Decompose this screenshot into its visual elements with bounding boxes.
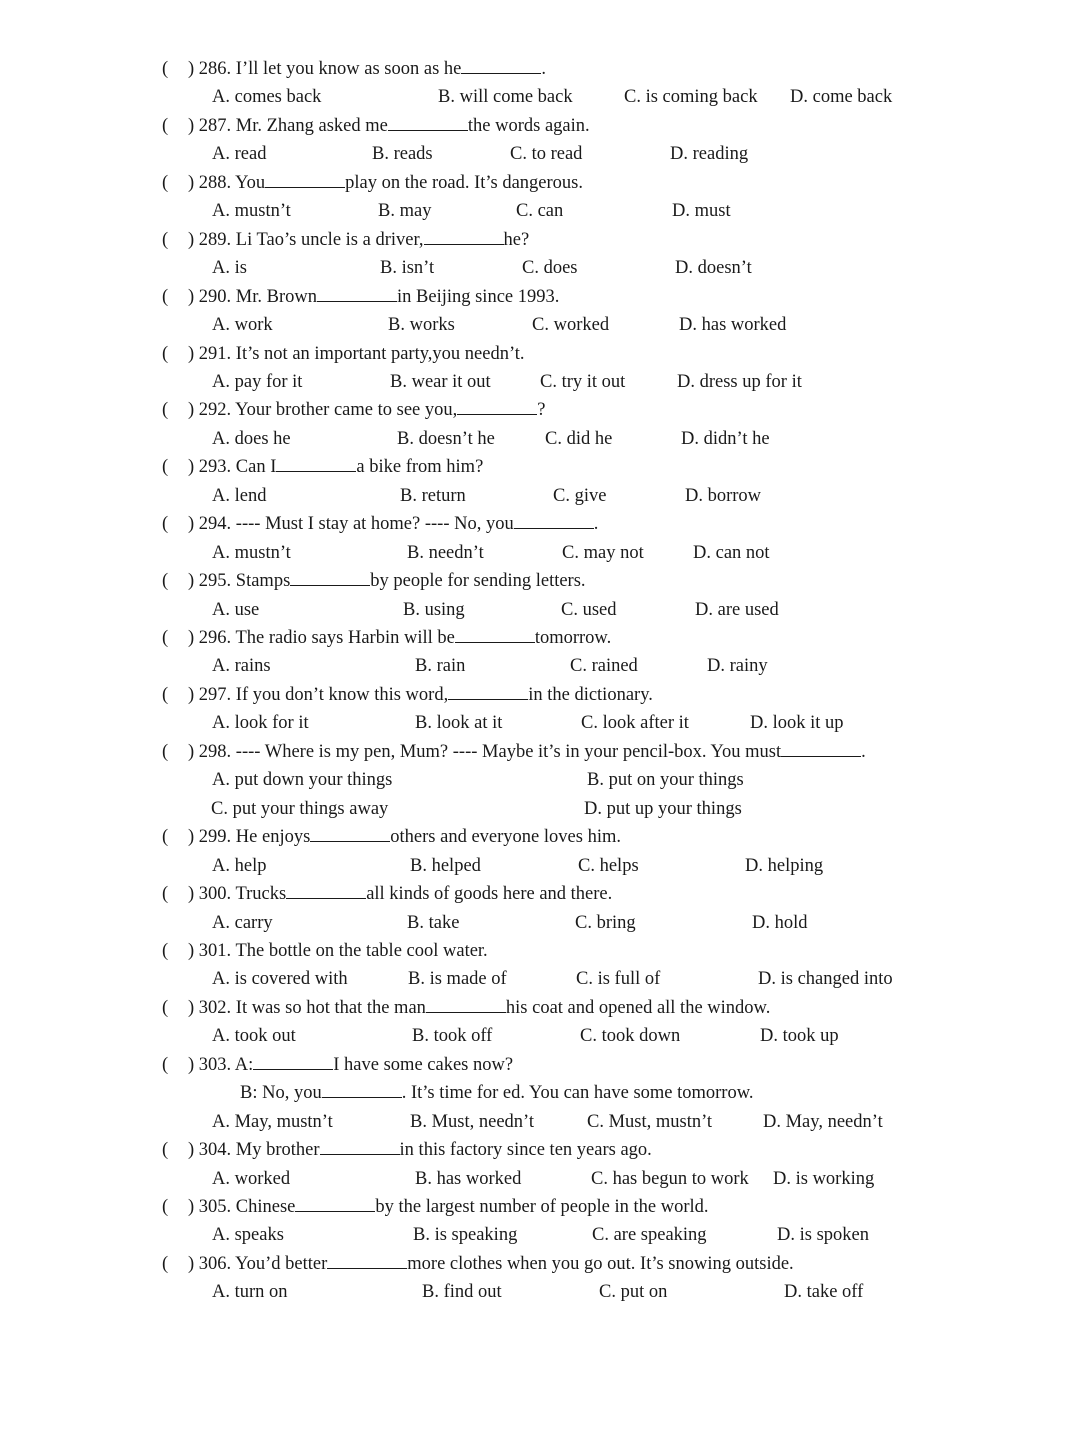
option-d[interactable]: D. must — [672, 201, 731, 222]
answer-blank — [455, 625, 535, 643]
answer-blank — [253, 1052, 333, 1070]
option-b[interactable]: B. needn’t — [407, 542, 484, 563]
option-c[interactable]: C. worked — [532, 315, 610, 336]
stem-text: by the largest number of people in the world. — [375, 1197, 709, 1217]
answer-blank — [327, 1251, 407, 1269]
question-286-options — [0, 83, 1080, 111]
stem-text: If you don’t know this word, — [235, 684, 449, 705]
stem-text: Mr. Zhang asked me — [235, 115, 388, 136]
answer-parentheses: ( — [162, 514, 169, 535]
question-298 — [0, 738, 1080, 766]
question-stem — [188, 169, 583, 197]
question-number: ) 292. — [188, 400, 236, 421]
question-number: ) 299. — [188, 827, 236, 848]
answer-parentheses: ( — [162, 1054, 169, 1075]
question-297 — [0, 681, 1080, 709]
question-number: ) 306. — [188, 1253, 236, 1274]
answer-parentheses: ( — [162, 684, 169, 705]
question-number: ) 291. — [188, 343, 236, 364]
answer-blank — [317, 284, 397, 302]
question-stem — [188, 1250, 794, 1278]
question-304-options — [0, 1165, 1080, 1193]
option-b[interactable]: B. look at it — [415, 713, 503, 734]
answer-parentheses: ( — [162, 884, 169, 905]
option-a[interactable]: A. lend — [212, 485, 267, 506]
option-a[interactable]: A. is covered with — [212, 969, 348, 990]
question-300-options — [0, 909, 1080, 937]
question-294-options — [0, 539, 1080, 567]
option-c[interactable]: C. helps — [578, 855, 639, 876]
option-b[interactable]: B. is made of — [408, 969, 507, 990]
answer-parentheses: ( — [162, 741, 169, 762]
option-c[interactable]: C. to read — [510, 144, 583, 165]
question-number: ) 287. — [188, 115, 236, 136]
stem-text: the words again. — [467, 115, 590, 136]
option-c[interactable]: C. is full of — [576, 969, 661, 990]
question-number: ) 301. — [188, 940, 236, 961]
stem-text: . It’s time for ed. You can have some tomorrow. — [401, 1083, 754, 1104]
question-303-reply — [0, 1079, 1080, 1107]
question-stem — [188, 396, 545, 424]
question-299-options — [0, 852, 1080, 880]
option-c[interactable]: C. has begun to work — [591, 1168, 749, 1189]
question-stem — [188, 112, 590, 140]
question-number: ) 305. — [188, 1197, 236, 1217]
stem-text: It was so hot that the man — [235, 997, 426, 1018]
answer-blank — [265, 170, 345, 188]
stem-text: in this factory since ten years ago. — [399, 1140, 652, 1161]
option-c[interactable]: C. look after it — [581, 713, 689, 734]
question-number: ) 293. — [188, 457, 236, 478]
question-287 — [0, 112, 1080, 140]
question-number: ) 303. — [188, 1054, 235, 1075]
option-d[interactable]: D. is working — [773, 1168, 875, 1189]
option-b[interactable]: B. rain — [415, 656, 466, 677]
stem-text: play on the road. It’s dangerous. — [345, 172, 583, 193]
option-d[interactable]: D. borrow — [685, 485, 762, 506]
question-stem — [188, 738, 866, 766]
option-b[interactable]: B. using — [403, 599, 465, 620]
option-a[interactable]: A. rains — [212, 656, 271, 677]
question-stem — [188, 453, 483, 481]
option-c[interactable]: C. can — [516, 201, 564, 222]
question-296-options — [0, 652, 1080, 680]
option-a[interactable]: A. turn on — [212, 1282, 288, 1303]
option-c[interactable]: C. does — [522, 258, 578, 279]
question-301-options — [0, 965, 1080, 993]
option-d[interactable]: D. May, needn’t — [763, 1111, 883, 1132]
answer-parentheses: ( — [162, 1140, 169, 1161]
stem-text: others and everyone loves him. — [390, 827, 621, 848]
option-a[interactable]: A. speaks — [212, 1225, 284, 1246]
question-293 — [0, 453, 1080, 481]
stem-text: a bike from him? — [356, 457, 484, 478]
option-c[interactable]: C. rained — [570, 656, 638, 677]
stem-text: B: No, you — [240, 1083, 322, 1104]
answer-parentheses: ( — [162, 827, 169, 848]
question-stem — [188, 340, 525, 368]
answer-blank — [320, 1137, 400, 1155]
option-a[interactable]: A. read — [212, 144, 267, 165]
option-b[interactable]: B. Must, needn’t — [410, 1111, 535, 1132]
stem-text: Your brother came to see you, — [235, 400, 458, 421]
answer-blank — [310, 824, 390, 842]
question-303-options — [0, 1108, 1080, 1136]
question-305 — [0, 1193, 1080, 1221]
answer-parentheses: ( — [162, 1197, 169, 1217]
question-306-options — [0, 1278, 1080, 1306]
question-303 — [0, 1051, 1080, 1079]
option-a[interactable]: A. took out — [212, 1026, 296, 1047]
stem-text: Mr. Brown — [235, 286, 317, 307]
question-298-options-row-2 — [0, 795, 1080, 823]
option-a[interactable]: A. pay for it — [212, 371, 303, 392]
option-d[interactable]: D. look it up — [750, 713, 844, 734]
option-c[interactable]: C. put your things away — [211, 798, 389, 819]
option-d[interactable]: D. hold — [752, 912, 808, 933]
question-305-options — [0, 1221, 1080, 1249]
option-d[interactable]: D. is changed into — [758, 969, 893, 990]
question-299 — [0, 823, 1080, 851]
stem-text: You — [235, 172, 266, 193]
question-292 — [0, 396, 1080, 424]
question-298-options-row-1 — [0, 766, 1080, 794]
option-c[interactable]: C. put on — [599, 1282, 668, 1303]
option-a[interactable]: A. carry — [212, 912, 273, 933]
option-a[interactable]: A. mustn’t — [212, 542, 291, 563]
answer-blank — [424, 227, 504, 245]
option-b[interactable]: B. return — [400, 485, 466, 506]
answer-blank — [457, 397, 537, 415]
question-number: ) 297. — [188, 684, 236, 705]
question-stem — [188, 994, 770, 1022]
stem-text: The bottle on the table cool water. — [235, 940, 488, 961]
question-286 — [0, 55, 1080, 83]
answer-blank — [290, 568, 370, 586]
option-d[interactable]: D. took up — [760, 1026, 839, 1047]
option-c[interactable]: C. give — [553, 485, 607, 506]
question-number: ) 298. — [188, 741, 236, 762]
answer-blank — [514, 511, 594, 529]
option-b[interactable]: B. is speaking — [413, 1225, 518, 1246]
option-d[interactable]: D. didn’t he — [681, 428, 770, 449]
answer-blank — [286, 881, 366, 899]
option-d[interactable]: D. can not — [693, 542, 770, 563]
option-d[interactable]: D. reading — [670, 144, 749, 165]
question-number: ) 296. — [188, 628, 236, 648]
stem-text: Trucks — [235, 884, 287, 905]
option-b[interactable]: B. reads — [372, 144, 433, 165]
question-290-options — [0, 311, 1080, 339]
question-288 — [0, 169, 1080, 197]
stem-text: Chinese — [235, 1197, 296, 1217]
stem-text: I have some cakes now? — [333, 1054, 514, 1075]
question-304 — [0, 1136, 1080, 1164]
option-b[interactable]: B. put on your things — [587, 770, 744, 791]
option-a[interactable]: A. look for it — [212, 713, 309, 734]
stem-text: . — [861, 741, 866, 762]
option-c[interactable]: C. may not — [562, 542, 644, 563]
option-b[interactable]: B. wear it out — [390, 371, 491, 392]
stem-text: You’d better — [235, 1253, 328, 1274]
question-stem — [188, 880, 612, 908]
answer-blank — [448, 682, 528, 700]
stem-text: by people for sending letters. — [370, 571, 586, 592]
option-a[interactable]: A. use — [212, 599, 260, 620]
option-a[interactable]: A. mustn’t — [212, 201, 291, 222]
question-number: ) 294. — [188, 514, 236, 535]
answer-blank — [295, 1194, 375, 1212]
question-number: ) 286. — [188, 59, 236, 79]
question-297-options — [0, 709, 1080, 737]
option-a[interactable]: A. is — [212, 258, 247, 279]
option-d[interactable]: D. dress up for it — [677, 371, 802, 392]
answer-blank — [388, 113, 468, 131]
option-b[interactable]: B. has worked — [415, 1168, 522, 1189]
answer-parentheses: ( — [162, 59, 169, 79]
answer-parentheses: ( — [162, 1253, 169, 1274]
question-296 — [0, 624, 1080, 652]
stem-text: He enjoys — [235, 827, 311, 848]
option-c[interactable]: C. did he — [545, 428, 613, 449]
answer-parentheses: ( — [162, 400, 169, 421]
stem-text: in the dictionary. — [528, 684, 653, 705]
question-stem — [188, 283, 559, 311]
answer-blank — [781, 739, 861, 757]
option-d[interactable]: D. has worked — [679, 315, 787, 336]
question-294 — [0, 510, 1080, 538]
option-b[interactable]: B. helped — [410, 855, 481, 876]
option-a[interactable]: A. comes back — [212, 87, 322, 108]
answer-parentheses: ( — [162, 997, 169, 1018]
answer-parentheses: ( — [162, 115, 169, 136]
stem-text: . — [541, 59, 546, 79]
stem-text: he? — [503, 229, 530, 250]
dialogue-reply — [240, 1079, 754, 1107]
stem-text: Can I — [235, 457, 277, 478]
question-302-options — [0, 1022, 1080, 1050]
stem-text: ? — [537, 400, 546, 421]
question-288-options — [0, 197, 1080, 225]
answer-blank — [426, 995, 506, 1013]
question-number: ) 289. — [188, 229, 236, 250]
stem-text: his coat and opened all the window. — [505, 997, 771, 1018]
option-d[interactable]: D. rainy — [707, 656, 768, 677]
question-stem — [188, 567, 586, 595]
question-291-options — [0, 368, 1080, 396]
stem-text: all kinds of goods here and there. — [366, 884, 613, 905]
answer-parentheses: ( — [162, 343, 169, 364]
answer-blank — [276, 454, 356, 472]
option-d[interactable]: D. doesn’t — [675, 258, 752, 279]
stem-text: My brother — [235, 1140, 320, 1161]
option-a[interactable]: A. worked — [212, 1168, 291, 1189]
option-b[interactable]: B. doesn’t he — [397, 428, 495, 449]
option-c[interactable]: C. Must, mustn’t — [587, 1111, 713, 1132]
question-289 — [0, 226, 1080, 254]
option-a[interactable]: A. May, mustn’t — [212, 1111, 333, 1132]
answer-parentheses: ( — [162, 229, 169, 250]
answer-blank — [322, 1080, 402, 1098]
option-c[interactable]: C. used — [561, 599, 617, 620]
question-291 — [0, 340, 1080, 368]
stem-text: ---- Must I stay at home? ---- No, you — [235, 514, 514, 535]
option-c[interactable]: C. is coming back — [624, 87, 758, 108]
option-d[interactable]: D. are used — [695, 599, 779, 620]
option-b[interactable]: B. took off — [412, 1026, 493, 1047]
question-number: ) 304. — [188, 1140, 236, 1161]
stem-text: more clothes when you go out. It’s snowing outside. — [407, 1253, 794, 1274]
question-number: ) 302. — [188, 997, 236, 1018]
question-stem — [188, 937, 488, 965]
option-a[interactable]: A. does he — [212, 428, 291, 449]
answer-parentheses: ( — [162, 286, 169, 307]
answer-parentheses: ( — [162, 628, 169, 648]
stem-text: tomorrow. — [534, 628, 612, 648]
option-b[interactable]: B. isn’t — [380, 258, 435, 279]
question-293-options — [0, 482, 1080, 510]
answer-parentheses: ( — [162, 172, 169, 193]
option-b[interactable]: B. find out — [422, 1282, 502, 1303]
option-d[interactable]: D. come back — [790, 87, 893, 108]
option-d[interactable]: D. put up your things — [584, 798, 742, 819]
stem-text: The radio says Harbin will be — [235, 628, 455, 648]
question-stem — [188, 510, 598, 538]
stem-text: in Beijing since 1993. — [397, 286, 560, 307]
question-302 — [0, 994, 1080, 1022]
option-b[interactable]: B. will come back — [438, 87, 573, 108]
option-c[interactable]: C. took down — [580, 1026, 681, 1047]
option-d[interactable]: D. take off — [784, 1282, 864, 1303]
question-289-options — [0, 254, 1080, 282]
option-a[interactable]: A. help — [212, 855, 267, 876]
option-c[interactable]: C. try it out — [540, 371, 626, 392]
question-295 — [0, 567, 1080, 595]
option-d[interactable]: D. is spoken — [777, 1225, 869, 1246]
answer-parentheses: ( — [162, 940, 169, 961]
stem-text: I’ll let you know as soon as he — [235, 59, 462, 79]
question-295-options — [0, 596, 1080, 624]
option-a[interactable]: A. put down your things — [212, 770, 393, 791]
stem-text: . — [593, 514, 599, 535]
question-300 — [0, 880, 1080, 908]
question-stem — [188, 1193, 709, 1221]
question-stem — [188, 681, 653, 709]
question-301 — [0, 937, 1080, 965]
question-stem — [188, 823, 621, 851]
option-b[interactable]: B. may — [378, 201, 432, 222]
question-287-options — [0, 140, 1080, 168]
option-a[interactable]: A. work — [212, 315, 273, 336]
answer-parentheses: ( — [162, 457, 169, 478]
option-c[interactable]: C. bring — [575, 912, 636, 933]
question-290 — [0, 283, 1080, 311]
option-c[interactable]: C. are speaking — [592, 1225, 707, 1246]
stem-text: Li Tao’s uncle is a driver, — [235, 229, 424, 250]
question-number: ) 295. — [188, 571, 236, 592]
question-number: ) 288. — [188, 172, 236, 193]
answer-blank — [461, 56, 541, 74]
question-stem — [188, 1051, 513, 1079]
option-d[interactable]: D. helping — [745, 855, 824, 876]
stem-text: A: — [234, 1054, 254, 1075]
question-stem — [188, 1136, 652, 1164]
stem-text: ---- Where is my pen, Mum? ---- Maybe it’s in your pencil-box. You must — [235, 741, 782, 762]
question-number: ) 290. — [188, 286, 236, 307]
question-stem — [188, 624, 611, 652]
question-292-options — [0, 425, 1080, 453]
question-number: ) 300. — [188, 884, 236, 905]
question-stem — [188, 226, 529, 254]
stem-text: Stamps — [235, 571, 291, 592]
answer-parentheses: ( — [162, 571, 169, 592]
question-stem — [188, 55, 546, 83]
option-b[interactable]: B. works — [388, 315, 455, 336]
option-b[interactable]: B. take — [407, 912, 460, 933]
question-306 — [0, 1250, 1080, 1278]
stem-text: It’s not an important party,you needn’t. — [235, 343, 525, 364]
